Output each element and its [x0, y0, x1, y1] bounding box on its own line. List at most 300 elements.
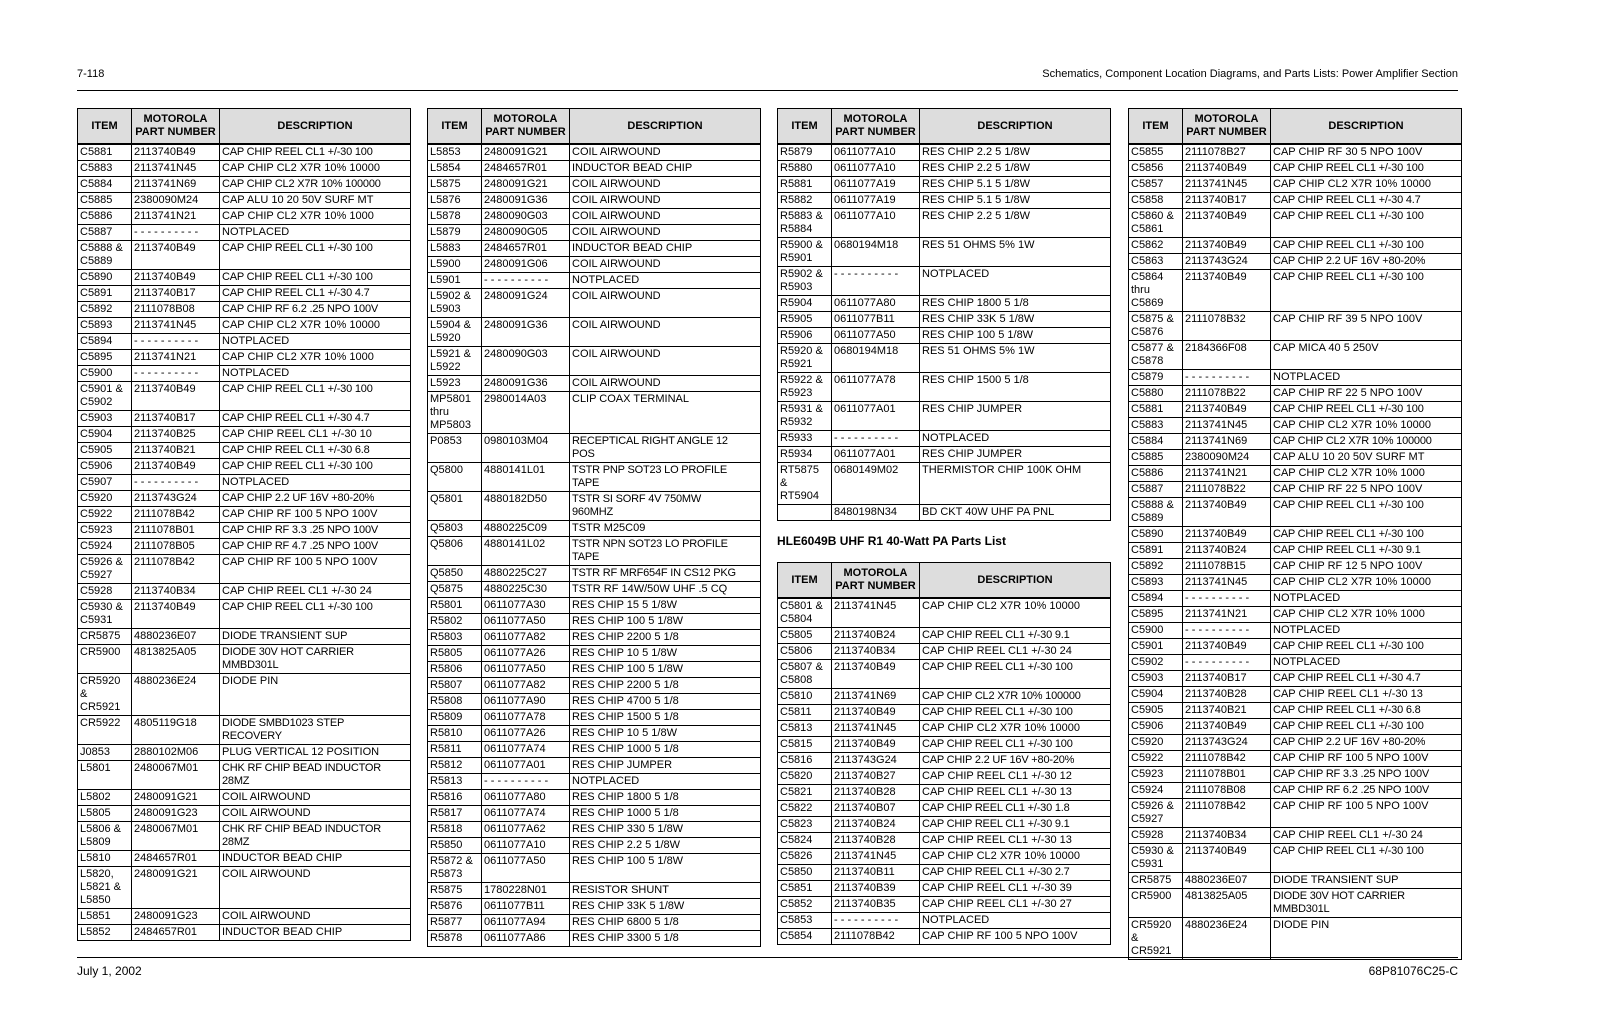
table-row	[1129, 767, 1462, 783]
table-row	[78, 144, 411, 161]
table-row	[78, 584, 411, 600]
description-cell: RES CHIP 2.2 5 1/8W	[920, 144, 1111, 161]
description-cell: TSTR RF 14W/50W UHF .5 CQ	[570, 582, 761, 598]
description-cell: DIODE TRANSIENT SUP	[220, 629, 411, 645]
item-cell: C5904	[1129, 687, 1183, 703]
table-row	[428, 492, 761, 521]
part-number-cell: 2111078B32	[1183, 312, 1271, 341]
description-cell: PLUG VERTICAL 12 POSITION	[220, 745, 411, 761]
item-cell: CR5900	[1129, 889, 1183, 918]
item-cell: C5852	[778, 897, 832, 913]
description-cell: COIL AIRWOUND	[220, 790, 411, 806]
table-row	[428, 822, 761, 838]
item-cell: R5808	[428, 694, 482, 710]
description-cell: TSTR PNP SOT23 LO PROFILE TAPE	[570, 463, 761, 492]
description-cell: CAP CHIP RF 39 5 NPO 100V	[1271, 312, 1462, 341]
part-number-cell: 2111078B01	[132, 523, 220, 539]
description-cell: TSTR SI SORF 4V 750MW 960MHZ	[570, 492, 761, 521]
item-cell: C5923	[78, 523, 132, 539]
table-row	[428, 678, 761, 694]
table-row	[778, 801, 1111, 817]
item-cell: C5855	[1129, 144, 1183, 161]
description-cell: COIL AIRWOUND	[220, 909, 411, 925]
description-cell: CAP CHIP REEL CL1 +/-30 100	[920, 737, 1111, 753]
table-row	[428, 694, 761, 710]
item-cell: C5821	[778, 785, 832, 801]
part-number-cell: 2480090G05	[482, 225, 570, 241]
part-number-cell: 0611077A50	[482, 662, 570, 678]
part-number-cell: 4880236E07	[1183, 873, 1271, 889]
table-row	[1129, 751, 1462, 767]
description-cell: INDUCTOR BEAD CHIP	[220, 925, 411, 941]
part-number-cell: 2113741N69	[1183, 434, 1271, 450]
item-cell: R5812	[428, 758, 482, 774]
part-number-cell: 2980014A03	[482, 392, 570, 434]
part-number-cell: - - - - - - - - - -	[482, 273, 570, 289]
description-cell: CAP CHIP 2.2 UF 16V +80-20%	[1271, 254, 1462, 270]
description-cell: CAP CHIP REEL CL1 +/-30 2.7	[920, 865, 1111, 881]
part-number-cell: 2113740B24	[832, 628, 920, 644]
item-cell: C5900	[78, 366, 132, 382]
parts-list-subtitle: HLE6049B UHF R1 40-Watt PA Parts List	[777, 534, 1006, 548]
description-cell: RES CHIP 2200 5 1/8	[570, 678, 761, 694]
table-row	[78, 177, 411, 193]
part-number-cell: 2113740B28	[1183, 687, 1271, 703]
description-cell: CAP CHIP RF 100 5 NPO 100V	[920, 929, 1111, 945]
table-row	[78, 925, 411, 941]
description-cell: CAP CHIP REEL CL1 +/-30 4.7	[220, 286, 411, 302]
part-number-cell: 2113741N45	[1183, 575, 1271, 591]
description-cell: NOTPLACED	[920, 267, 1111, 296]
table-row	[778, 402, 1111, 431]
description-cell: RES CHIP 100 5 1/8W	[570, 854, 761, 883]
table-row	[78, 241, 411, 270]
part-number-cell: 2480091G21	[132, 867, 220, 909]
part-number-cell: 2113741N69	[132, 177, 220, 193]
item-cell: C5928	[78, 584, 132, 600]
table-row	[78, 209, 411, 225]
table-row	[778, 447, 1111, 463]
part-number-cell: 2111078B42	[1183, 799, 1271, 828]
description-cell: CAP CHIP REEL CL1 +/-30 100	[1271, 719, 1462, 735]
part-number-cell: 2113740B49	[132, 144, 220, 161]
table-row	[428, 598, 761, 614]
table-row	[78, 411, 411, 427]
part-number-cell: 2480091G06	[482, 257, 570, 273]
description-cell: BD CKT 40W UHF PA PNL	[920, 505, 1111, 521]
item-cell: R5811	[428, 742, 482, 758]
table-row	[78, 822, 411, 851]
item-cell: C5886	[78, 209, 132, 225]
table-row	[1129, 735, 1462, 751]
part-number-cell: 2113740B49	[1183, 209, 1271, 238]
header-item: ITEM	[1129, 109, 1183, 145]
table-row	[428, 376, 761, 392]
description-cell: CAP CHIP REEL CL1 +/-30 4.7	[220, 411, 411, 427]
table-row	[1129, 370, 1462, 386]
table-row	[1129, 527, 1462, 543]
table-row	[78, 286, 411, 302]
parts-table-pa-list	[777, 562, 1110, 945]
item-cell: C5884	[1129, 434, 1183, 450]
part-number-cell: 0611077A30	[482, 598, 570, 614]
part-number-cell: 8480198N34	[832, 505, 920, 521]
table-row	[428, 630, 761, 646]
item-cell: C5851	[778, 881, 832, 897]
description-cell: CAP CHIP 2.2 UF 16V +80-20%	[1271, 735, 1462, 751]
description-cell: CAP CHIP REEL CL1 +/-30 100	[1271, 498, 1462, 527]
part-number-cell: 4880182D50	[482, 492, 570, 521]
part-number-cell: 2113740B49	[1183, 238, 1271, 254]
table-row	[428, 392, 761, 434]
item-cell: C5883	[78, 161, 132, 177]
description-cell: CAP CHIP REEL CL1 +/-30 9.1	[920, 817, 1111, 833]
table-row	[78, 761, 411, 790]
part-number-cell: 2113743G24	[132, 491, 220, 507]
description-cell: CAP CHIP RF 6.2 .25 NPO 100V	[220, 302, 411, 318]
item-cell: L5852	[78, 925, 132, 941]
part-number-cell: - - - - - - - - - -	[132, 225, 220, 241]
table-row	[78, 225, 411, 241]
table-row	[78, 790, 411, 806]
item-cell: R5803	[428, 630, 482, 646]
header-description: DESCRIPTION	[570, 109, 761, 145]
description-cell: COIL AIRWOUND	[570, 257, 761, 273]
table-row	[1129, 193, 1462, 209]
part-number-cell: 0611077A90	[482, 694, 570, 710]
description-cell: CAP CHIP CL2 X7R 10% 10000	[1271, 177, 1462, 193]
item-cell: R5875	[428, 883, 482, 899]
table-row	[428, 838, 761, 854]
table-row	[428, 537, 761, 566]
table-header-row	[78, 109, 411, 145]
description-cell: CAP CHIP REEL CL1 +/-30 24	[220, 584, 411, 600]
description-cell: CAP CHIP REEL CL1 +/-30 13	[1271, 687, 1462, 703]
item-cell: C5885	[1129, 450, 1183, 466]
item-cell: R5809	[428, 710, 482, 726]
item-cell: L5902 & L5903	[428, 289, 482, 318]
part-number-cell: 2111078B01	[1183, 767, 1271, 783]
part-number-cell: - - - - - - - - - -	[132, 334, 220, 350]
table-row	[778, 817, 1111, 833]
table-row	[778, 177, 1111, 193]
table-row	[428, 726, 761, 742]
table-row	[778, 785, 1111, 801]
item-cell: C5920	[1129, 735, 1183, 751]
item-cell: C5826	[778, 849, 832, 865]
item-cell: R5880	[778, 161, 832, 177]
description-cell: RES CHIP 100 5 1/8W	[570, 614, 761, 630]
part-number-cell: 2113740B24	[1183, 543, 1271, 559]
description-cell: RES CHIP 1800 5 1/8	[920, 296, 1111, 312]
description-cell: CAP CHIP REEL CL1 +/-30 100	[1271, 844, 1462, 873]
part-number-cell: 0680194M18	[832, 344, 920, 373]
description-cell: CAP MICA 40 5 250V	[1271, 341, 1462, 370]
part-number-cell: 2113741N45	[1183, 177, 1271, 193]
item-cell: C5924	[78, 539, 132, 555]
part-number-cell: 2113740B27	[832, 769, 920, 785]
table-row	[778, 769, 1111, 785]
part-number-cell: 1780228N01	[482, 883, 570, 899]
table-row	[78, 745, 411, 761]
description-cell: INDUCTOR BEAD CHIP	[220, 851, 411, 867]
part-number-cell: 4813825A05	[132, 645, 220, 674]
part-number-cell: 4880225C09	[482, 521, 570, 537]
description-cell: RES CHIP 2.2 5 1/8W	[570, 838, 761, 854]
item-cell: CR5900	[78, 645, 132, 674]
part-number-cell: 2111078B08	[1183, 783, 1271, 799]
part-number-cell: 0611077A26	[482, 726, 570, 742]
item-cell: C5930 & C5931	[1129, 844, 1183, 873]
description-cell: DIODE 30V HOT CARRIER MMBD301L	[1271, 889, 1462, 918]
table-row	[1129, 418, 1462, 434]
item-cell: L5923	[428, 376, 482, 392]
item-cell: C5824	[778, 833, 832, 849]
table-row	[778, 431, 1111, 447]
description-cell: RES CHIP 1000 5 1/8	[570, 806, 761, 822]
item-cell: C5875 & C5876	[1129, 312, 1183, 341]
table-row	[428, 790, 761, 806]
part-number-cell: 2484657R01	[482, 241, 570, 257]
item-cell: C5903	[1129, 671, 1183, 687]
table-row	[1129, 607, 1462, 623]
header-description: DESCRIPTION	[920, 109, 1111, 145]
table-row	[1129, 238, 1462, 254]
description-cell: CAP CHIP RF 4.7 .25 NPO 100V	[220, 539, 411, 555]
table-row	[778, 505, 1111, 521]
description-cell: CAP CHIP 2.2 UF 16V +80-20%	[220, 491, 411, 507]
item-cell: C5926 & C5927	[1129, 799, 1183, 828]
item-cell: C5888 & C5889	[78, 241, 132, 270]
part-number-cell: 2113740B49	[132, 270, 220, 286]
table-row	[78, 491, 411, 507]
description-cell: CAP CHIP CL2 X7R 10% 10000	[920, 598, 1111, 628]
table-row	[78, 427, 411, 443]
description-cell: RES CHIP 2.2 5 1/8W	[920, 161, 1111, 177]
table-row	[78, 350, 411, 366]
item-cell: R5902 & R5903	[778, 267, 832, 296]
item-cell: C5923	[1129, 767, 1183, 783]
table-row	[428, 257, 761, 273]
description-cell: CAP CHIP REEL CL1 +/-30 39	[920, 881, 1111, 897]
table-row	[428, 806, 761, 822]
part-number-cell: 2113741N69	[832, 689, 920, 705]
part-number-cell: 0680149M02	[832, 463, 920, 505]
description-cell: COIL AIRWOUND	[570, 318, 761, 347]
table-header-row	[778, 563, 1111, 599]
item-cell: C5904	[78, 427, 132, 443]
item-cell: C5906	[78, 459, 132, 475]
table-row	[1129, 341, 1462, 370]
item-cell: C5806	[778, 644, 832, 660]
item-cell: C5807 & C5808	[778, 660, 832, 689]
description-cell: CAP CHIP REEL CL1 +/-30 10	[220, 427, 411, 443]
item-cell: C5905	[78, 443, 132, 459]
description-cell: NOTPLACED	[1271, 623, 1462, 639]
description-cell: CAP ALU 10 20 50V SURF MT	[1271, 450, 1462, 466]
part-number-cell: 0980103M04	[482, 434, 570, 463]
part-number-cell: 4880225C30	[482, 582, 570, 598]
description-cell: CAP CHIP CL2 X7R 10% 1000	[1271, 607, 1462, 623]
part-number-cell: 2880102M06	[132, 745, 220, 761]
table-row	[78, 629, 411, 645]
part-number-cell: 2484657R01	[132, 925, 220, 941]
description-cell: CAP CHIP CL2 X7R 10% 1000	[1271, 466, 1462, 482]
item-cell: C5815	[778, 737, 832, 753]
part-number-cell: 0611077A19	[832, 177, 920, 193]
part-number-cell: 2113740B34	[1183, 828, 1271, 844]
item-cell: C5857	[1129, 177, 1183, 193]
part-number-cell: - - - - - - - - - -	[1183, 370, 1271, 386]
item-cell: R5881	[778, 177, 832, 193]
table-row	[1129, 312, 1462, 341]
item-cell: C5864 thru C5869	[1129, 270, 1183, 312]
part-number-cell: 2113740B49	[1183, 402, 1271, 418]
description-cell: CAP CHIP REEL CL1 +/-30 4.7	[1271, 193, 1462, 209]
table-row	[428, 289, 761, 318]
part-number-cell: 0611077A82	[482, 678, 570, 694]
description-cell: RES CHIP 15 5 1/8W	[570, 598, 761, 614]
item-cell: C5922	[1129, 751, 1183, 767]
table-row	[778, 161, 1111, 177]
table-row	[1129, 254, 1462, 270]
table-row	[778, 193, 1111, 209]
description-cell: CAP CHIP REEL CL1 +/-30 100	[1271, 639, 1462, 655]
item-cell: R5813	[428, 774, 482, 790]
table-row	[778, 849, 1111, 865]
part-number-cell: 4880236E24	[132, 674, 220, 716]
description-cell: CAP CHIP 2.2 UF 16V +80-20%	[920, 753, 1111, 769]
description-cell: RES CHIP 10 5 1/8W	[570, 646, 761, 662]
description-cell: CAP CHIP REEL CL1 +/-30 100	[220, 459, 411, 475]
item-cell: C5880	[1129, 386, 1183, 402]
table-row	[78, 867, 411, 909]
part-number-cell: 0611077A01	[832, 402, 920, 431]
item-cell: C5924	[1129, 783, 1183, 799]
table-row	[778, 929, 1111, 945]
item-cell: Q5803	[428, 521, 482, 537]
item-cell: C5920	[78, 491, 132, 507]
description-cell: COIL AIRWOUND	[570, 209, 761, 225]
part-number-cell: 2113740B49	[132, 382, 220, 411]
description-cell: NOTPLACED	[920, 913, 1111, 929]
table-row	[78, 270, 411, 286]
parts-table	[1128, 108, 1462, 960]
item-cell: C5856	[1129, 161, 1183, 177]
part-number-cell: 2113741N21	[1183, 607, 1271, 623]
part-number-cell: 0611077A50	[482, 614, 570, 630]
table-row	[1129, 719, 1462, 735]
item-cell: R5877	[428, 915, 482, 931]
description-cell: CAP CHIP REEL CL1 +/-30 100	[1271, 270, 1462, 312]
description-cell: RES CHIP JUMPER	[920, 447, 1111, 463]
header-part-number: MOTOROLA PART NUMBER	[832, 109, 920, 145]
description-cell: CAP CHIP REEL CL1 +/-30 6.8	[220, 443, 411, 459]
part-number-cell: 2113740B49	[132, 241, 220, 270]
table-row	[78, 334, 411, 350]
item-cell: CR5920 & CR5921	[78, 674, 132, 716]
description-cell: CHK RF CHIP BEAD INDUCTOR 28MZ	[220, 761, 411, 790]
table-row	[428, 463, 761, 492]
part-number-cell: 2113740B49	[1183, 161, 1271, 177]
table-row	[778, 881, 1111, 897]
table-row	[78, 443, 411, 459]
part-number-cell: - - - - - - - - - -	[132, 366, 220, 382]
description-cell: TSTR RF MRF654F IN CS12 PKG	[570, 566, 761, 582]
part-number-cell: 2113740B35	[832, 897, 920, 913]
description-cell: CAP CHIP REEL CL1 +/-30 1.8	[920, 801, 1111, 817]
part-number-cell: 2480067M01	[132, 822, 220, 851]
item-cell: L5854	[428, 161, 482, 177]
part-number-cell: 2380090M24	[1183, 450, 1271, 466]
part-number-cell: 2480067M01	[132, 761, 220, 790]
item-cell: C5890	[78, 270, 132, 286]
item-cell: C5853	[778, 913, 832, 929]
part-number-cell: 2480091G24	[482, 289, 570, 318]
part-number-cell: 2480091G21	[132, 790, 220, 806]
description-cell: CAP CHIP CL2 X7R 10% 100000	[1271, 434, 1462, 450]
part-number-cell: - - - - - - - - - -	[832, 913, 920, 929]
table-row	[778, 705, 1111, 721]
item-cell: CR5875	[1129, 873, 1183, 889]
table-row	[428, 883, 761, 899]
description-cell: COIL AIRWOUND	[220, 867, 411, 909]
table-row	[1129, 498, 1462, 527]
part-number-cell: 2111078B42	[132, 555, 220, 584]
description-cell: RES CHIP 10 5 1/8W	[570, 726, 761, 742]
table-row	[778, 238, 1111, 267]
table-row	[428, 225, 761, 241]
table-row	[78, 382, 411, 411]
item-cell: C5813	[778, 721, 832, 737]
description-cell: CAP CHIP CL2 X7R 10% 10000	[920, 849, 1111, 865]
item-cell: R5817	[428, 806, 482, 822]
table-row	[778, 897, 1111, 913]
description-cell: RES CHIP 1500 5 1/8	[570, 710, 761, 726]
item-cell: C5858	[1129, 193, 1183, 209]
item-cell: L5853	[428, 144, 482, 161]
item-cell: C5900	[1129, 623, 1183, 639]
part-number-cell: 2113740B49	[132, 459, 220, 475]
description-cell: CAP CHIP CL2 X7R 10% 100000	[220, 177, 411, 193]
part-number-cell: 2480091G36	[482, 193, 570, 209]
description-cell: CAP CHIP RF 100 5 NPO 100V	[1271, 799, 1462, 828]
table-row	[428, 273, 761, 289]
table-row	[1129, 482, 1462, 498]
table-row	[1129, 783, 1462, 799]
description-cell: CAP CHIP REEL CL1 +/-30 27	[920, 897, 1111, 913]
item-cell: C5907	[78, 475, 132, 491]
table-row	[1129, 177, 1462, 193]
item-cell: R5879	[778, 144, 832, 161]
item-cell: L5801	[78, 761, 132, 790]
item-cell: R5882	[778, 193, 832, 209]
table-row	[428, 209, 761, 225]
table-row	[1129, 209, 1462, 238]
description-cell: RES CHIP 3300 5 1/8	[570, 931, 761, 947]
table-row	[428, 177, 761, 193]
table-row	[778, 296, 1111, 312]
part-number-cell: 2113743G24	[832, 753, 920, 769]
item-cell: L5883	[428, 241, 482, 257]
description-cell: CAP CHIP RF 22 5 NPO 100V	[1271, 386, 1462, 402]
description-cell: COIL AIRWOUND	[570, 376, 761, 392]
item-cell: R5906	[778, 328, 832, 344]
description-cell: RES CHIP 1000 5 1/8	[570, 742, 761, 758]
part-number-cell: 2111078B27	[1183, 144, 1271, 161]
item-cell: C5805	[778, 628, 832, 644]
table-row	[778, 737, 1111, 753]
